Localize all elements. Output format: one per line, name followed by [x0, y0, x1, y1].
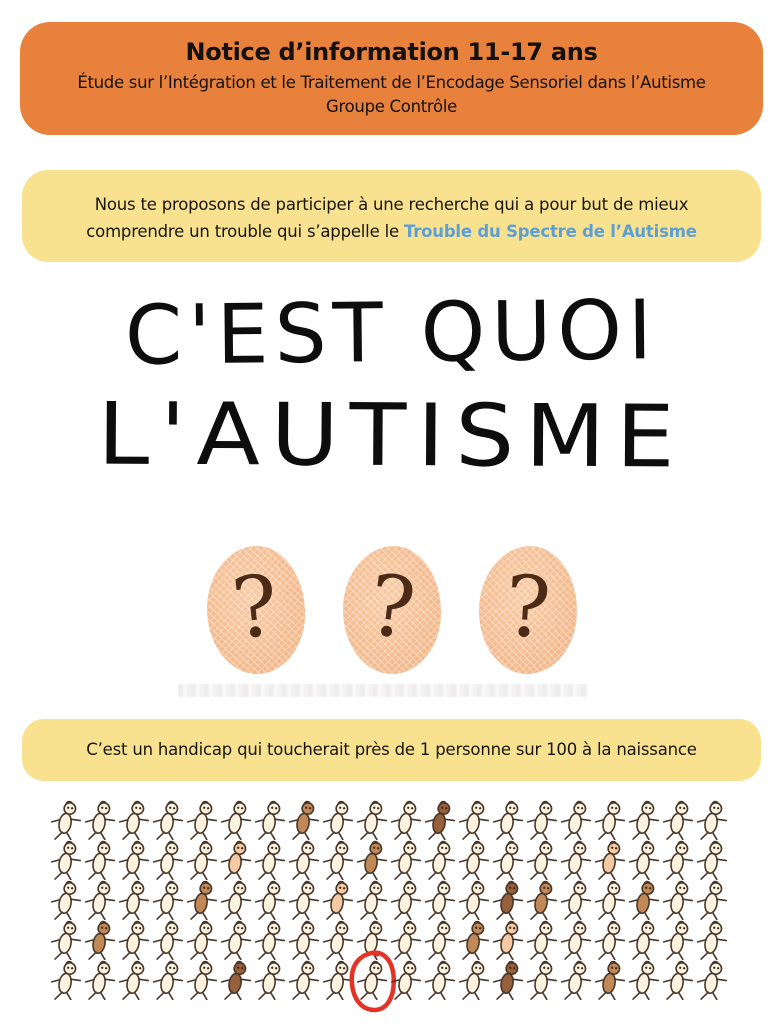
- person-figure: [152, 800, 186, 840]
- person-figure: [254, 880, 288, 920]
- person-figure: [322, 920, 356, 960]
- person-figure: [526, 840, 560, 880]
- person-figure: [322, 800, 356, 840]
- person-figure: [594, 960, 628, 1000]
- person-figure: [186, 920, 220, 960]
- person-figure: [84, 800, 118, 840]
- person-figure: [390, 880, 424, 920]
- person-figure: [152, 960, 186, 1000]
- person-figure: [390, 840, 424, 880]
- person-figure: [526, 880, 560, 920]
- person-figure: [186, 800, 220, 840]
- heading-line-1: C'EST QUOI: [124, 283, 659, 384]
- person-figure: [288, 840, 322, 880]
- person-figure: [254, 960, 288, 1000]
- person-figure: [628, 800, 662, 840]
- person-figure: [594, 840, 628, 880]
- intro-line-1: Nous te proposons de participer à une recherche qui a pour but de mieux: [94, 195, 689, 214]
- population-grid: [50, 800, 730, 1000]
- person-figure: [696, 960, 730, 1000]
- person-figure: [526, 920, 560, 960]
- person-figure: [118, 920, 152, 960]
- person-figure: [356, 800, 390, 840]
- group-label: Groupe Contrôle: [326, 97, 457, 116]
- person-figure: [356, 920, 390, 960]
- question-mark-icon: ?: [227, 555, 283, 659]
- person-figure: [390, 960, 424, 1000]
- person-figure: [594, 800, 628, 840]
- person-figure: [594, 920, 628, 960]
- question-mark-icon: ?: [363, 555, 421, 659]
- study-subtitle: Étude sur l’Intégration et le Traitement de l’Encodage Sensoriel dans l’Autisme: [77, 73, 706, 92]
- person-figure: [322, 880, 356, 920]
- question-mark-icon: ?: [502, 556, 554, 658]
- tsa-highlight-text: Trouble du Spectre de l’Autisme: [403, 222, 697, 241]
- page-title: Notice d’information 11-17 ans: [185, 38, 598, 66]
- person-figure: [560, 800, 594, 840]
- person-figure: [50, 880, 84, 920]
- person-figure: [696, 800, 730, 840]
- person-figure: [288, 920, 322, 960]
- heading-line-2: L'AUTISME: [97, 384, 686, 488]
- person-figure: [492, 800, 526, 840]
- person-figure: [560, 960, 594, 1000]
- big-heading: [0, 284, 783, 488]
- intro-line-2-text: comprendre un trouble qui s’appelle le: [86, 222, 404, 241]
- person-figure: [186, 840, 220, 880]
- person-figure: [390, 800, 424, 840]
- person-figure: [288, 880, 322, 920]
- person-figure: [662, 800, 696, 840]
- person-figure: [492, 920, 526, 960]
- person-figure: [560, 880, 594, 920]
- person-figure: [696, 840, 730, 880]
- person-figure: [492, 880, 526, 920]
- person-figure: [458, 840, 492, 880]
- person-figure: [424, 800, 458, 840]
- person-figure: [118, 880, 152, 920]
- person-figure: [288, 960, 322, 1000]
- stat-banner: [22, 719, 761, 781]
- intro-line-2: [22, 218, 761, 245]
- person-figure: [356, 880, 390, 920]
- person-figure: [152, 920, 186, 960]
- stat-text: C’est un handicap qui toucherait près de 1 personne sur 100 à la naissance: [86, 740, 697, 759]
- person-figure: [560, 920, 594, 960]
- person-figure: [220, 880, 254, 920]
- person-figure: [662, 920, 696, 960]
- person-figure: [288, 800, 322, 840]
- person-figure: [662, 840, 696, 880]
- person-figure: [220, 800, 254, 840]
- question-oval-3: [477, 545, 578, 676]
- person-figure: [84, 960, 118, 1000]
- person-figure: [560, 840, 594, 880]
- person-figure: [356, 960, 390, 1000]
- person-figure: [628, 960, 662, 1000]
- question-ovals-row: [0, 546, 783, 674]
- person-figure: [492, 960, 526, 1000]
- person-figure: [424, 920, 458, 960]
- person-figure: [696, 880, 730, 920]
- person-figure: [50, 840, 84, 880]
- person-figure: [84, 880, 118, 920]
- person-figure: [628, 920, 662, 960]
- person-figure: [662, 960, 696, 1000]
- person-figure: [118, 800, 152, 840]
- person-figure: [254, 800, 288, 840]
- person-figure: [118, 840, 152, 880]
- person-figure: [84, 920, 118, 960]
- person-figure: [152, 840, 186, 880]
- person-figure: [424, 880, 458, 920]
- person-figure: [458, 800, 492, 840]
- person-figure: [84, 840, 118, 880]
- person-figure: [220, 840, 254, 880]
- question-oval-1: [204, 544, 306, 675]
- person-figure: [220, 920, 254, 960]
- person-figure: [186, 960, 220, 1000]
- person-figure: [662, 880, 696, 920]
- person-figure: [50, 800, 84, 840]
- person-figure: [526, 960, 560, 1000]
- person-figure: [424, 960, 458, 1000]
- watermark-strip: [178, 684, 588, 697]
- person-figure: [50, 920, 84, 960]
- person-figure: [322, 960, 356, 1000]
- person-figure: [220, 960, 254, 1000]
- question-oval-2: [343, 546, 441, 674]
- person-figure: [628, 880, 662, 920]
- header-banner: [20, 22, 763, 135]
- person-figure: [458, 920, 492, 960]
- person-figure: [458, 880, 492, 920]
- person-figure: [628, 840, 662, 880]
- person-figure: [254, 920, 288, 960]
- person-figure: [322, 840, 356, 880]
- person-figure: [492, 840, 526, 880]
- person-figure: [254, 840, 288, 880]
- person-figure: [390, 920, 424, 960]
- person-figure: [696, 920, 730, 960]
- person-figure: [594, 880, 628, 920]
- person-figure: [152, 880, 186, 920]
- person-figure: [356, 840, 390, 880]
- intro-banner: [22, 170, 761, 262]
- person-figure: [50, 960, 84, 1000]
- person-figure: [118, 960, 152, 1000]
- person-figure: [424, 840, 458, 880]
- person-figure: [186, 880, 220, 920]
- person-figure: [526, 800, 560, 840]
- person-figure: [458, 960, 492, 1000]
